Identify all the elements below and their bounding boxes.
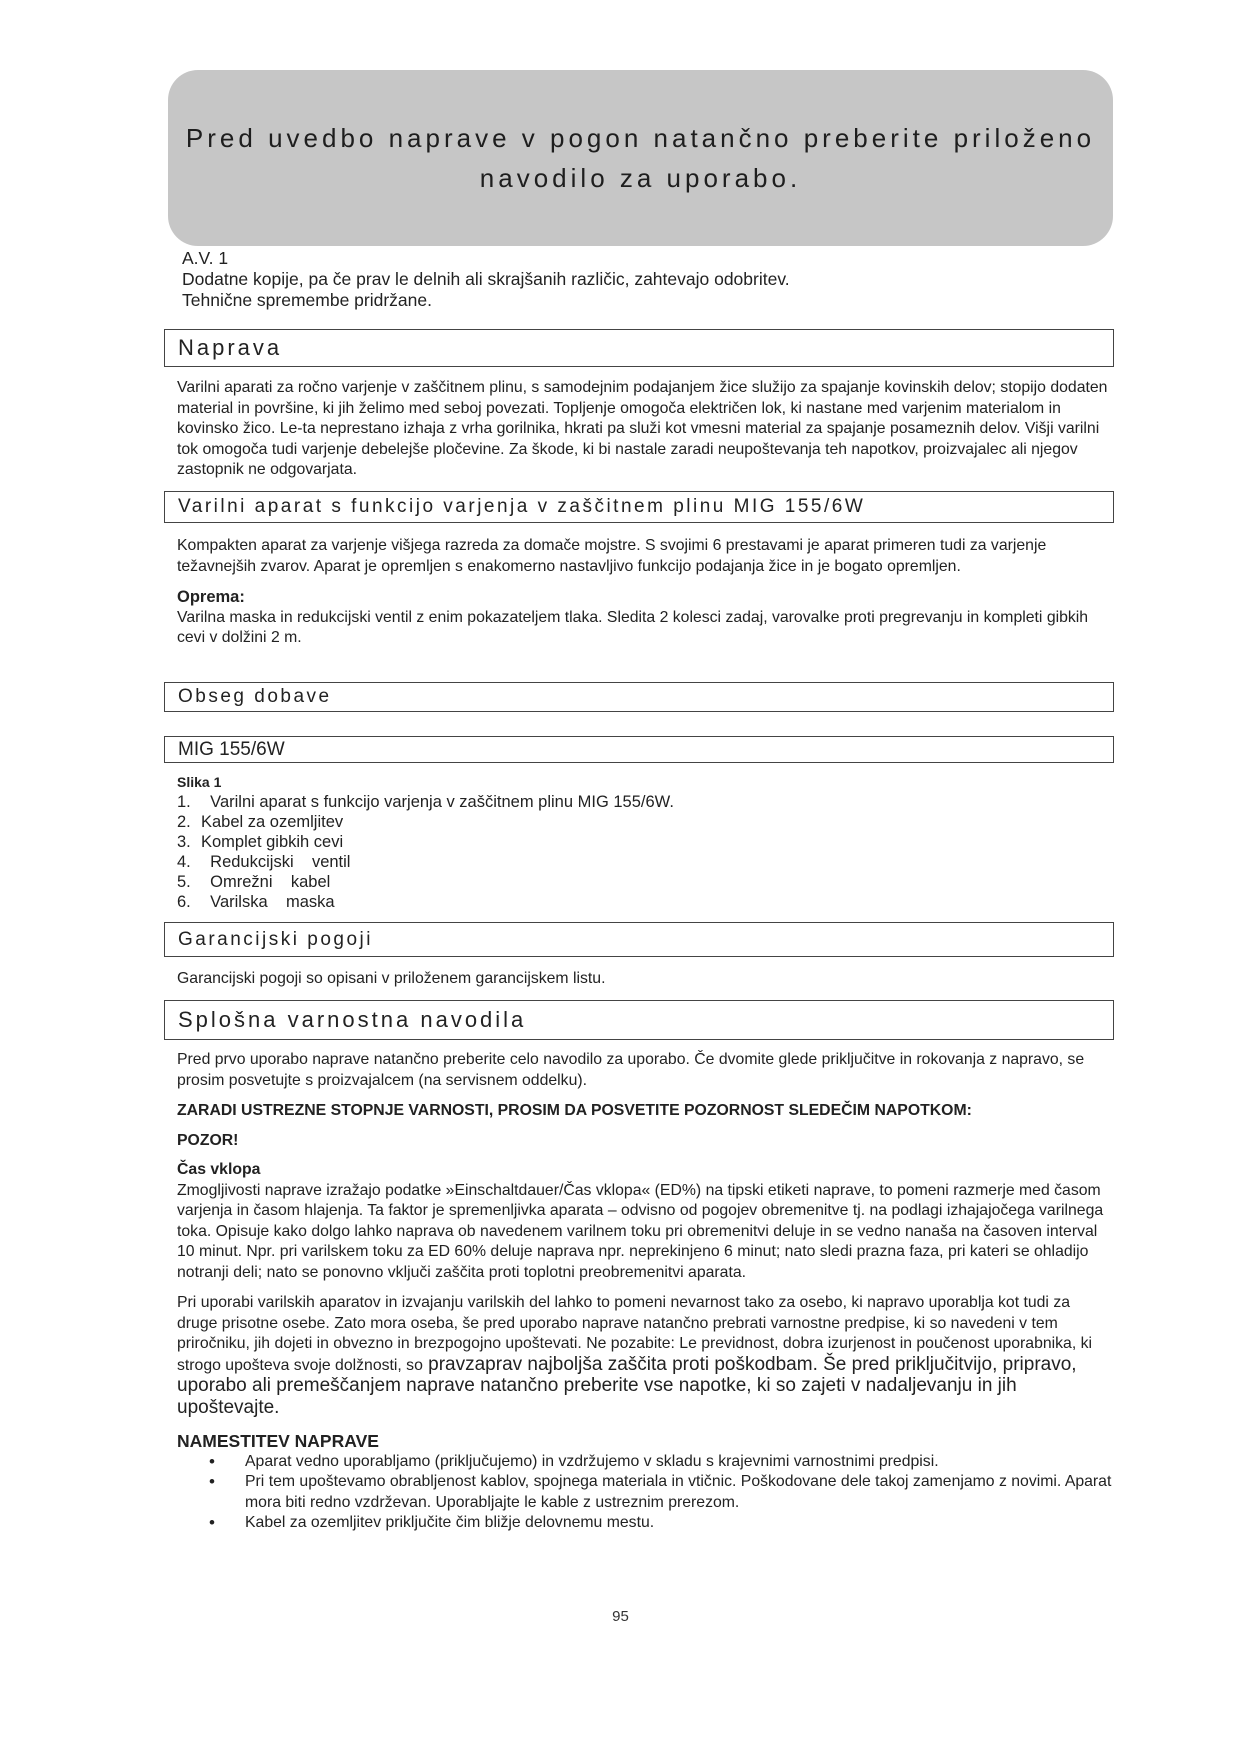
namestitev-list [177, 1452, 1112, 1534]
naprava-body [177, 378, 1112, 481]
list-item: 3. Komplet gibkih cevi [177, 833, 344, 851]
mig-paragraph: Kompakten aparat za varjenje višjega razreda za domače mojstre. S svojimi 6 prestavami je aparat primeren tudi za varjenje težavnejših zvarov. Aparat je opremljen s enakomerno nastavljivo funkcijo podajanja žice in je bogato opremljen. [177, 537, 1047, 575]
list-item: 4. Redukcijski ventil [177, 853, 351, 871]
parts-list [177, 792, 1112, 912]
list-item: 1. Varilni aparat s funkcijo varjenja v zaščitnem plinu MIG 155/6W. [177, 793, 674, 811]
list-item: • Pri tem upoštevamo obrabljenost kablov, spojnega materiala in vtičnic. Poškodovane dele takoj zamenjamo z novimi. Aparat mora biti redno vzdrževan. Uporabljajte le kable z ustreznim prerezom. [245, 1472, 1112, 1513]
warning-banner [168, 70, 1113, 246]
version-label: A.V. 1 [182, 248, 229, 268]
namestitev-label: NAMESTITEV NAPRAVE [177, 1431, 379, 1451]
varnost-warning: ZARADI USTREZNE STOPNJE VARNOSTI, PROSIM DA POSVETITE POZORNOST SLEDEČIM NAPOTKOM: [177, 1102, 972, 1119]
oprema-label: Oprema: [177, 588, 245, 606]
section-heading-obseg: Obseg dobave [164, 682, 1114, 712]
list-item: • Aparat vedno uporabljamo (priključujemo) in vzdržujemo v skladu s krajevnimi varnostnimi predpisi. [245, 1452, 1112, 1473]
page-number: 95 [612, 1608, 629, 1625]
banner-line-2: navodilo za uporabo. [479, 163, 802, 193]
model-body [177, 773, 1112, 912]
mig-body [177, 536, 1112, 649]
banner-line-1: Pred uvedbo naprave v pogon natančno preberite priloženo [185, 123, 1096, 153]
list-item: 5. Omrežni kabel [177, 873, 331, 891]
section-heading-mig: Varilni aparat s funkcijo varjenja v zaščitnem plinu MIG 155/6W [164, 491, 1114, 523]
section-heading-naprava: Naprava [164, 329, 1114, 367]
safety-paragraph [177, 1293, 1112, 1419]
varnost-intro: Pred prvo uporabo naprave natančno preberite celo navodilo za uporabo. Če dvomite glede priključitve in rokovanja z napravo, se prosim posvetujte s proizvajalcem (na servisnem oddelku). [177, 1051, 1085, 1089]
changes-notice: Tehnične spremembe pridržane. [182, 290, 432, 310]
garancija-paragraph: Garancijski pogoji so opisani v priloženem garancijskem listu. [177, 970, 606, 987]
document-meta [182, 248, 790, 311]
list-item: 2. Kabel za ozemljitev [177, 813, 344, 831]
list-item: • Kabel za ozemljitev priključite čim bližje delovnemu mestu. [245, 1513, 1112, 1534]
pozor-label: POZOR! [177, 1131, 239, 1149]
list-item: 6. Varilska maska [177, 893, 335, 911]
copies-notice: Dodatne kopije, pa če prav le delnih ali skrajšanih različic, zahtevajo odobritev. [182, 269, 790, 289]
safety-paragraph-small: Pri uporabi varilskih aparatov in izvajanju varilskih del lahko to pomeni nevarnost tako za osebo, ki napravo uporablja kot tudi za druge prisotne osebe. Zato mora oseba, še pred uporabo naprave natančno prebrati varnostne predpise, ki so navedeni v tem priročniku, jih dojeti in obvezno in brezpogojno upoštevati. Ne pozabite: Le previdnost, dobra izurjenost in poučenost uporabnika, ki strogo upošteva svoje dolžnosti, so [177, 1294, 1093, 1374]
naprava-paragraph: Varilni aparati za ročno varjenje v zaščitnem plinu, s samodejnim podajanjem žice služijo za spajanje kovinskih delov; stopijo dodaten material in površine, ki jih želimo med seboj povezati. Topljenje omogoča električen lok, ki nastane med varjenim materialom in kovinsko žico. Le-ta neprestano izhaja z vrha gorilnika, hkrati pa služi kot vmesni material za spajanje posameznih delov. Višji varilni tok omogoča tudi varjenje debelejše pločevine. Za škode, ki bi nastale zaradi neupoštevanja teh napotkov, proizvajalec ali njegov zastopnik ne odgovarjata. [177, 379, 1108, 478]
safety-paragraph-large: pravzaprav najboljša zaščita proti poškodbam. Še pred priključitvijo, pripravo, uporabo ali premeščanjem naprave natančno preberite vse napotke, ki so zajeti v nadaljevanju in jih upoštevajte. [177, 1353, 1077, 1418]
oprema-paragraph: Varilna maska in redukcijski ventil z enim pokazateljem tlaka. Sledita 2 kolesci zadaj, varovalke proti pregrevanju in kompleti gibkih cevi v dolžini 2 m. [177, 608, 1089, 646]
varnost-body [177, 1050, 1112, 1534]
section-heading-garancija: Garancijski pogoji [164, 922, 1114, 957]
cas-vklopa-paragraph: Zmogljivosti naprave izražajo podatke »Einschaltdauer/Čas vklopa« (ED%) na tipski etiketi naprave, to pomeni razmerje med časom varjenja in časom hlajenja. Ta faktor je spremenljivka aparata – odvisno od pogojev obremenitve tj. na podlagi izhajajočega varilnega toka. Opisuje kako dolgo lahko naprava ob navedenem varilnem toku pri obremenitvi deluje in se vedno nanaša na časoven interval 10 minut. Npr. pri varilskem toku za ED 60% deluje naprava npr. neprekinjeno 6 minut; nato sledi prazna faza, pri kateri se ohladijo notranji deli; nato se ponovno vključi zaščita proti toplotni preobremenitvi aparata. [177, 1181, 1104, 1281]
section-heading-varnost: Splošna varnostna navodila [164, 1000, 1114, 1040]
garancija-body [177, 969, 1112, 990]
slika-label: Slika 1 [177, 774, 222, 790]
cas-vklopa-label: Čas vklopa [177, 1161, 261, 1178]
section-heading-model: MIG 155/6W [164, 736, 1114, 763]
